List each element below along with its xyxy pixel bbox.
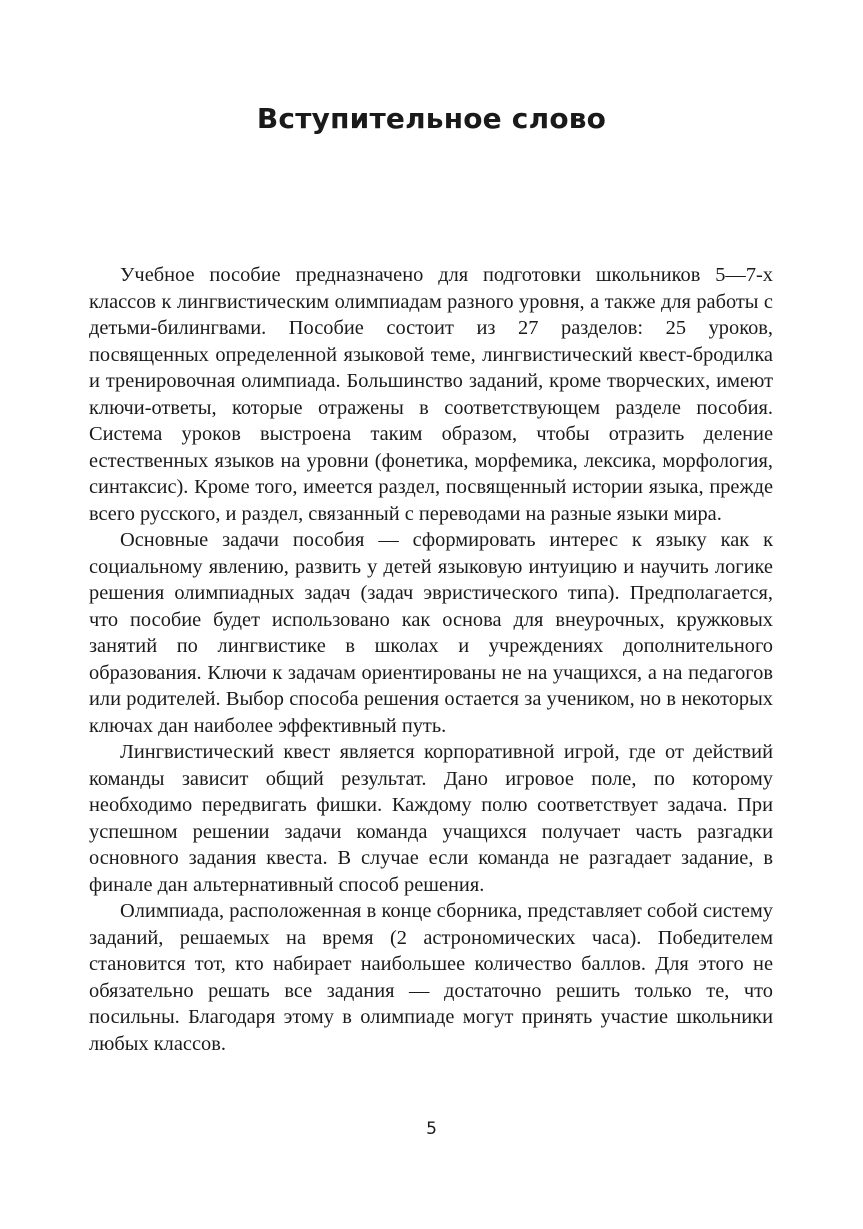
page-number: 5	[426, 1119, 437, 1139]
page-title: Вступительное слово	[256, 102, 607, 135]
paragraph-2: Основные задачи пособия — сформировать интерес к языку как к социальному явлению, развить у детей языковую интуицию и научить логике решения олимпиадных задач (задач эвристического типа). Предполагается, что пособие будет использовано как основа для внеурочных, кружковых занятий по лингвистике в школах и учреждениях дополнительного образования. Ключи к задачам ориентированы не на учащихся, а на педагогов или родителей. Выбор способа решения остается за учеником, но в некоторых ключах дан наиболее эффективный путь.	[89, 529, 773, 737]
paragraph-1: Учебное пособие предназначено для подготовки школьников 5—7-х классов к лингвистическим олимпиадам разного уровня, а также для работы с детьми-билингвами. Пособие состоит из 27 разделов: 25 уроков, посвященных определенной языковой теме, лингвистический квест-бродилка и тренировочная олимпиада. Большинство заданий, кроме творческих, имеют ключи-ответы, которые отражены в соответствующем разделе пособия. Система уроков выстроена таким образом, чтобы отразить деление естественных языков на уровни (фонетика, морфемика, лексика, морфология, синтаксис). Кроме того, имеется раздел, посвященный истории языка, прежде всего русского, и раздел, связанный с переводами на разные языки мира.	[89, 264, 773, 525]
paragraph-3: Лингвистический квест является корпоративной игрой, где от действий команды зависит общий результат. Дано игровое поле, по которому необходимо передвигать фишки. Каждому полю соответствует задача. При успешном решении задачи команда учащихся получает часть разгадки основного задания квеста. В случае если команда не разгадает задание, в финале дан альтернативный способ решения.	[89, 741, 773, 896]
paragraph-4: Олимпиада, расположенная в конце сборника, представляет собой систему заданий, решаемых на время (2 астрономических часа). Победителем становится тот, кто набирает наибольшее количество баллов. Для этого не обязательно решать все задания — достаточно решить только те, что посильны. Благодаря этому в олимпиаде могут принять участие школьники любых классов.	[89, 900, 773, 1055]
body-text	[89, 262, 773, 1057]
